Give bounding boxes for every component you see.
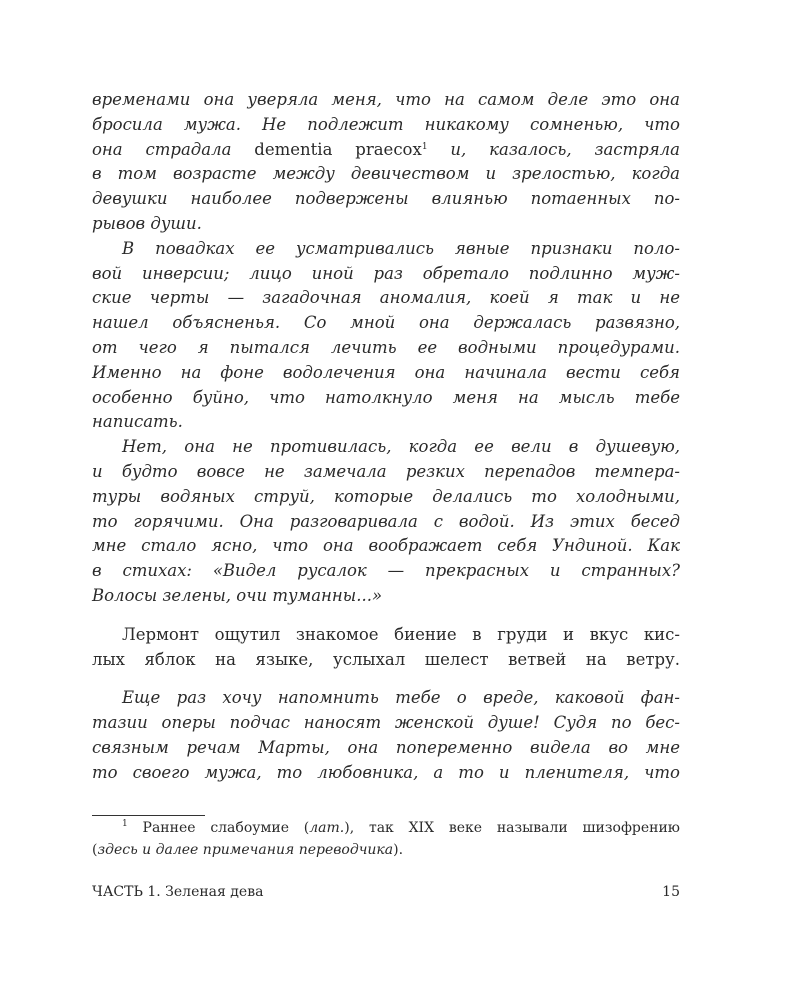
text-line: Еще раз хочу напомнить тебе о вреде, каковой фан- [122,688,680,708]
paragraph-narration [92,623,680,673]
text-line: в стихах: «Видел русалок — прекрасных и странных? [92,561,680,581]
footnote-divider [92,815,205,816]
footnote [92,817,680,861]
paragraph-letter-1 [92,88,680,237]
text-line: Именно на фоне водолечения она начинала вести себя [92,362,680,382]
latin-term: dementia praecox [254,139,422,159]
paragraph-letter-4 [92,686,680,785]
text-line: нашел объясненья. Со мной она держалась развязно, [92,313,680,333]
main-text [92,88,680,786]
text-line: девушки наиболее подвержены влиянью потаенных по- [92,189,680,209]
text-line: то своего мужа, то любовника, а то и пленителя, что [92,762,680,782]
footnote-text: ( [92,842,98,858]
text-line: рывов души. [92,213,202,233]
text-line: временами она уверяла меня, что на самом деле это она [92,90,680,109]
text-line: тазии оперы подчас наносят женской душе! Судя по бес- [92,713,680,733]
text-line: особенно буйно, что натолкнуло меня на мысль тебе [92,387,680,407]
text-segment: и, казалось, застряла [427,139,680,159]
footnote-text: ). [393,842,404,858]
footnote-line [92,839,680,861]
footnote-ref: 1 [421,141,428,152]
page-number: 15 [662,884,680,900]
footnote-line [92,817,680,839]
text-line: мне стало ясно, что она воображает себя Ундиной. Как [92,536,680,556]
text-line: ские черты — загадочная аномалия, коей я так и не [92,288,680,308]
paragraph-letter-3 [92,435,680,609]
text-line: написать. [92,412,183,432]
text-line: Нет, она не противилась, когда ее вели в душевую, [122,437,680,457]
text-line: от чего я пытался лечить ее водными процедурами. [92,337,680,357]
text-line: В повадках ее усматривались явные признаки поло- [122,238,680,258]
footnote-italic: лат. [309,820,345,836]
footnote-italic: здесь и далее примечания переводчика [97,842,394,858]
text-line: то горячими. Она разговаривала с водой. Из этих бесед [92,511,680,531]
text-line: в том возрасте между девичеством и зрелостью, когда [92,164,680,184]
text-line: связным речам Марты, она попеременно видела во мне [92,737,680,757]
text-line: Лермонт ощутил знакомое биение в груди и вкус кис- [122,624,680,644]
text-line: Волосы зелены, очи туманны...» [92,585,383,605]
text-segment: она страдала [92,139,255,159]
text-line: и будто вовсе не замечала резких перепадов темпера- [92,461,680,481]
page-footer [92,884,680,900]
running-footer-section: ЧАСТЬ 1. Зеленая дева [92,884,264,900]
text-line: бросила мужа. Не подлежит никакому сомненью, что [92,114,680,134]
text-line: туры водяных струй, которые делались то холодными, [92,486,680,506]
paragraph-letter-2 [92,237,680,435]
footnote-text: Раннее слабоумие ( [127,820,310,836]
footnote-text: ), так XIX веке называли шизофрению [344,820,680,836]
text-line: лых яблок на языке, услыхал шелест ветвей на ветру. [92,649,680,669]
text-line: вой инверсии; лицо иной раз обретало подлинно муж- [92,263,680,283]
footnote-marker: 1 [122,819,128,829]
text-line [92,138,680,163]
